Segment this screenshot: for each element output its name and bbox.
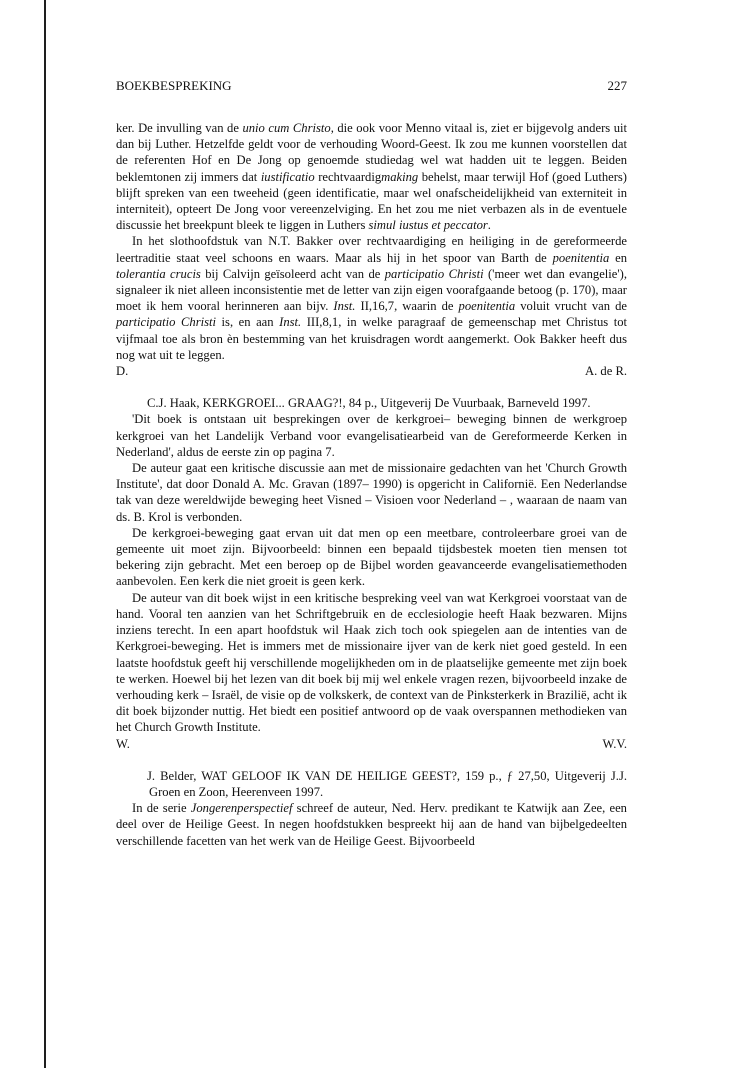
review3-heading: J. Belder, WAT GELOOF IK VAN DE HEILIGE GEEST?, 159 p., ƒ 27,50, Uitgeverij J.J. Groen en Zoon, Heerenveen 1997.: [147, 768, 627, 799]
review2-paragraph-1: 'Dit boek is ontstaan uit besprekingen over de kerkgroei– beweging binnen de werkgroep kerkgroei van het Landelijk Verband voor evangelisatiearbeid van de Gereformeerde Kerken in Nederland', aldus de eerste zin op pagina 7.: [116, 412, 627, 459]
review3-bibliographic-entry: [116, 768, 627, 800]
reviewer-name: A. de R.: [585, 364, 627, 379]
signature-initial: W.: [116, 736, 130, 751]
page-number: 227: [607, 78, 627, 93]
section-title: BOEKBESPREKING: [116, 78, 232, 93]
review1-paragraph-2: In het slothoofdstuk van N.T. Bakker over rechtvaardiging en heiliging in de gereformeerde leertraditie staat veel schoons en waars. Maar als hij in het spoor van Barth de poenitentia en tolerantia crucis bij Calvijn geïsoleerd acht van de participatio Christi ('meer wet dan evangelie'), signaleer ik niet alleen inconsistentie met de letter van zijn eigen voorafgaande betoog (p. 170), maar moet ik hem vooral herinneren aan bijv. Inst. II,16,7, waarin de poenitentia voluit vrucht van de participatio Christi is, en aan Inst. III,8,1, in welke paragraaf de gemeenschap met Christus tot vijfmaal toe als bron èn bestemming van het kruisdragen wordt aangemerkt. Ook Bakker heeft dus nog wat uit te leggen.: [116, 234, 627, 362]
review2-heading: C.J. Haak, KERKGROEI... GRAAG?!, 84 p., Uitgeverij De Vuurbaak, Barneveld 1997.: [147, 396, 591, 411]
page-spine-edge: [44, 0, 46, 1068]
review2-signature: [116, 736, 627, 752]
review1-paragraph-1: ker. De invulling van de unio cum Christo, die ook voor Menno vitaal is, ziet er bijgevolg anders uit dan bij Luther. Hetzelfde geldt voor de verhouding Woord-Geest. Ik zou me kunnen voorstellen dat de referenten Hof en De Jong op genoemde studiedag wel wat hadden uit te leggen. Beiden beklemtonen zij immers dat iustificatio rechtvaardigmaking behelst, maar terwijl Hof (goed Luthers) blijft spreken van een tweeheid (geen identificatie, maar wel onafscheidelijkheid van externiteit in interniteit), opteert De Jong voor vereenzelviging. En het zou me niet verbazen als in de eventuele discussie het breekpunt bleek te liggen in Luthers simul iustus et peccator.: [116, 121, 627, 233]
review3-paragraph-1: In de serie Jongerenperspectief schreef de auteur, Ned. Herv. predikant te Katwijk aan Zee, een deel over de Heilige Geest. In negen hoofdstukken bespreekt hij aan de hand van bijbelgedeelten verschillende facetten van het werk van de Heilige Geest. Bijvoorbeeld: [116, 801, 627, 848]
review2-paragraph-4: De auteur van dit boek wijst in een kritische bespreking veel van wat Kerkgroei voorstaat van de hand. Vooral ten aanzien van het Schriftgebruik en de ecclesiologie heeft Haak bezwaren. Mijns inziens terecht. In een apart hoofdstuk wil Haak zich toch ook spiegelen aan de intenties van de Kerkgroei-beweging. Het is immers met de missionaire ijver van de kerk niet goed gesteld. In een laatste hoofdstuk geeft hij verschillende mogelijkheden om in de plaatselijke gemeente met zijn boek te werken. Hoewel bij het lezen van dit boek bij mij wel enkele vragen rezen, bijvoorbeeld inzake de verhouding kerk – Israël, de visie op de volkskerk, de context van de Pinksterkerk in Brazilië, acht ik dit boek bijzonder nuttig. Het biedt een positief antwoord op de vaak overspannen methodieken van het Church Growth Institute.: [116, 590, 627, 735]
review2-bibliographic-entry: [116, 395, 627, 411]
book-page: [116, 78, 627, 849]
reviewer-name: W.V.: [602, 736, 627, 751]
review1-signature: [116, 363, 627, 379]
running-header: [116, 78, 627, 94]
review2-paragraph-3: De kerkgroei-beweging gaat ervan uit dat men op een meetbare, controleerbare groei van de gemeente uit moet zijn. Bijvoorbeeld: binnen een bepaald tijdsbestek moeten tien mensen tot bekering zijn gebracht. Met een beroep op de Bijbel worden geavanceerde evangelisatiemethoden aanbevolen. Een kerk die niet groeit is geen kerk.: [116, 525, 627, 589]
signature-initial: D.: [116, 364, 129, 379]
review2-paragraph-2: De auteur gaat een kritische discussie aan met de missionaire gedachten van het 'Church Growth Institute', dat door Donald A. Mc. Gravan (1897– 1990) is opgericht in Californië. Een Nederlandse tak van deze wereldwijde beweging heet Visned – Visioen voor Nederland – , waaraan de naam van ds. B. Krol is verbonden.: [116, 461, 627, 524]
